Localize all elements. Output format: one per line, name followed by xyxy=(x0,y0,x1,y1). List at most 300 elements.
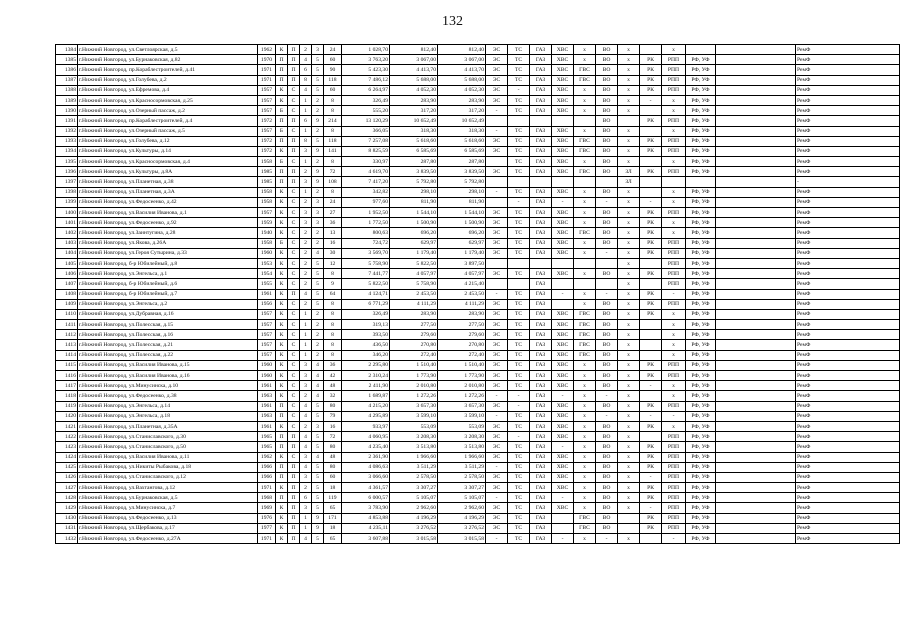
cell-windows xyxy=(686,45,716,55)
cell-wall-type: К xyxy=(276,371,288,381)
cell-hot-water: ГВС xyxy=(574,523,596,533)
cell-roof-repair: РК xyxy=(640,248,662,258)
table-row xyxy=(56,381,900,391)
cell-garbage-chute: х xyxy=(618,371,640,381)
cell-roof-repair: РК xyxy=(640,65,662,75)
cell-electricity xyxy=(486,258,508,268)
cell-heating: ТС xyxy=(508,187,530,197)
cell-address: г.Нижний Новгород, ул.Дубравная, д.16 xyxy=(78,309,258,319)
cell-wall-type: П xyxy=(276,401,288,411)
cell-roof-repair xyxy=(640,340,662,350)
cell-residential-area: 1 500,90 xyxy=(438,218,486,228)
table-row xyxy=(56,75,900,85)
cell-apartments: 18 xyxy=(324,523,342,533)
cell-hot-water: х xyxy=(574,503,596,513)
cell-living-area: 283,90 xyxy=(390,309,438,319)
cell-residential-area: 553,09 xyxy=(438,421,486,431)
cell-living-area: 4 111,29 xyxy=(390,299,438,309)
cell-windows: РФ, УФ xyxy=(686,483,716,493)
cell-garbage-chute: х xyxy=(618,289,640,299)
cell-entrances: 1 xyxy=(300,126,312,136)
cell-living-area: 3 511,29 xyxy=(390,462,438,472)
cell-heating: ТС xyxy=(508,442,530,452)
cell-reserve xyxy=(716,208,796,218)
cell-cold-water: ХВС xyxy=(552,452,574,462)
cell-repair-fund: РемФ xyxy=(796,401,900,411)
cell-garbage-chute: х xyxy=(618,75,640,85)
cell-residential-area: 5 105,07 xyxy=(438,493,486,503)
cell-repair-fund: РемФ xyxy=(796,371,900,381)
cell-floors: 3 xyxy=(312,208,324,218)
cell-gas: ГАЗ xyxy=(530,187,552,197)
cell-garbage-chute: ЗЛ xyxy=(618,177,640,187)
cell-row-number: 1415 xyxy=(56,360,78,370)
cell-living-area: 3 208,30 xyxy=(390,432,438,442)
cell-heating: ТС xyxy=(508,75,530,85)
cell-address: г.Нижний Новгород, ул.Заинтугина, д.28 xyxy=(78,228,258,238)
cell-total-area: 366,05 xyxy=(342,126,390,136)
cell-facade-repair: РПП xyxy=(662,299,686,309)
cell-cold-water: ХВС xyxy=(552,350,574,360)
cell-address: г.Нижний Новгород, пр.Кораблестроителей, д.41 xyxy=(78,65,258,75)
cell-electricity: ЭС xyxy=(486,472,508,482)
cell-roof-repair xyxy=(640,45,662,55)
cell-garbage-chute: х xyxy=(618,381,640,391)
cell-reserve xyxy=(716,493,796,503)
cell-apartments: 80 xyxy=(324,442,342,452)
cell-heating: ТС xyxy=(508,45,530,55)
cell-sewerage: ВО xyxy=(596,228,618,238)
cell-living-area: 318,30 xyxy=(390,126,438,136)
cell-windows: РФ, УФ xyxy=(686,360,716,370)
cell-repair-fund: РемФ xyxy=(796,452,900,462)
cell-address: г.Нижний Новгород, ул.Федосеенко, д.13 xyxy=(78,513,258,523)
table-row xyxy=(56,299,900,309)
cell-floors: 3 xyxy=(312,218,324,228)
cell-apartments: 65 xyxy=(324,503,342,513)
cell-facade-repair: РПП xyxy=(662,116,686,126)
cell-gas: ГАЗ xyxy=(530,401,552,411)
cell-cold-water: ХВС xyxy=(552,167,574,177)
cell-sewerage: ВО xyxy=(596,238,618,248)
cell-year: 1957 xyxy=(258,95,276,105)
cell-heating: ТС xyxy=(508,513,530,523)
cell-cold-water: - xyxy=(552,197,574,207)
cell-living-area: 5 792,80 xyxy=(390,177,438,187)
cell-repair-fund: РемФ xyxy=(796,55,900,65)
cell-roof-repair xyxy=(640,177,662,187)
cell-apartments: 60 xyxy=(324,55,342,65)
cell-facade-repair: - xyxy=(662,534,686,544)
cell-wall-type: Б xyxy=(276,126,288,136)
cell-cold-water: ХВС xyxy=(552,462,574,472)
table-row xyxy=(56,523,900,533)
cell-total-area: 800,63 xyxy=(342,228,390,238)
cell-entrances: 2 xyxy=(300,228,312,238)
cell-hot-water: ГВС xyxy=(574,65,596,75)
cell-living-area: 1 179,40 xyxy=(390,248,438,258)
cell-windows: РФ, УФ xyxy=(686,95,716,105)
cell-address: г.Нижний Новгород, ул.Энгельса, д.14 xyxy=(78,401,258,411)
cell-wall-type: К xyxy=(276,513,288,523)
cell-row-number: 1390 xyxy=(56,106,78,116)
cell-address: г.Нижний Новгород, ул.Голубева, д.2 xyxy=(78,75,258,85)
table-row xyxy=(56,177,900,187)
cell-year: 1965 xyxy=(258,442,276,452)
cell-electricity: ЭС xyxy=(486,350,508,360)
cell-facade-repair: РПП xyxy=(662,523,686,533)
cell-hot-water: х xyxy=(574,442,596,452)
cell-apartments: 72 xyxy=(324,432,342,442)
cell-roof-repair xyxy=(640,126,662,136)
cell-windows: РФ, УФ xyxy=(686,208,716,218)
cell-address: г.Нижний Новгород, б-р Юбилейный, д.8 xyxy=(78,258,258,268)
cell-row-number: 1387 xyxy=(56,75,78,85)
cell-total-area: 4 124,71 xyxy=(342,289,390,299)
cell-cold-water xyxy=(552,513,574,523)
cell-electricity xyxy=(486,197,508,207)
cell-roof-repair xyxy=(640,391,662,401)
cell-entrances: 2 xyxy=(300,391,312,401)
cell-residential-area: 272,40 xyxy=(438,350,486,360)
cell-sewerage: ВО xyxy=(596,116,618,126)
cell-heating: ТС xyxy=(508,320,530,330)
table-row xyxy=(56,197,900,207)
cell-series: С xyxy=(288,248,300,258)
cell-apartments: 108 xyxy=(324,177,342,187)
cell-electricity xyxy=(486,177,508,187)
cell-residential-area: 811,90 xyxy=(438,197,486,207)
cell-heating: ТС xyxy=(508,289,530,299)
cell-repair-fund: РемФ xyxy=(796,238,900,248)
cell-electricity: ЭС xyxy=(486,432,508,442)
cell-floors: 5 xyxy=(312,442,324,452)
cell-floors: 5 xyxy=(312,136,324,146)
cell-address: г.Нижний Новгород, ул.Голубева, д.12 xyxy=(78,136,258,146)
cell-cold-water: ХВС xyxy=(552,157,574,167)
cell-living-area: 317,20 xyxy=(390,106,438,116)
cell-cold-water: ХВС xyxy=(552,228,574,238)
cell-hot-water: х xyxy=(574,157,596,167)
cell-reserve xyxy=(716,350,796,360)
cell-wall-type: Б xyxy=(276,106,288,116)
cell-total-area: 393,50 xyxy=(342,330,390,340)
cell-total-area: 4 361,57 xyxy=(342,483,390,493)
cell-windows: РФ, УФ xyxy=(686,309,716,319)
cell-sewerage: - xyxy=(596,534,618,544)
cell-wall-type: П xyxy=(276,65,288,75)
cell-sewerage: ВО xyxy=(596,208,618,218)
cell-total-area: 330,97 xyxy=(342,157,390,167)
cell-roof-repair xyxy=(640,330,662,340)
cell-electricity: - xyxy=(486,493,508,503)
cell-heating: ТС xyxy=(508,136,530,146)
cell-gas: ГАЗ xyxy=(530,411,552,421)
cell-row-number: 1384 xyxy=(56,45,78,55)
cell-hot-water: х xyxy=(574,493,596,503)
cell-facade-repair: х xyxy=(662,157,686,167)
cell-hot-water xyxy=(574,258,596,268)
cell-wall-type: Б xyxy=(276,157,288,167)
cell-entrances: 1 xyxy=(300,95,312,105)
cell-series: С xyxy=(288,208,300,218)
cell-facade-repair: х xyxy=(662,421,686,431)
cell-series: П xyxy=(288,146,300,156)
cell-year: 1957 xyxy=(258,208,276,218)
cell-series: П xyxy=(288,289,300,299)
cell-row-number: 1414 xyxy=(56,350,78,360)
cell-repair-fund: РемФ xyxy=(796,523,900,533)
cell-facade-repair: РПП xyxy=(662,513,686,523)
cell-year: 1985 xyxy=(258,167,276,177)
cell-entrances: 3 xyxy=(300,371,312,381)
cell-series: С xyxy=(288,269,300,279)
cell-garbage-chute: х xyxy=(618,360,640,370)
cell-hot-water: ГВС xyxy=(574,228,596,238)
cell-wall-type: П xyxy=(276,493,288,503)
cell-total-area: 933,97 xyxy=(342,421,390,431)
cell-heating: - xyxy=(508,197,530,207)
table-row xyxy=(56,503,900,513)
cell-floors: 9 xyxy=(312,177,324,187)
cell-series: С xyxy=(288,330,300,340)
cell-garbage-chute: х xyxy=(618,136,640,146)
cell-floors: 5 xyxy=(312,299,324,309)
cell-reserve xyxy=(716,85,796,95)
cell-address: г.Нижний Новгород, ул.Красносормовская, д.4 xyxy=(78,157,258,167)
cell-total-area: 4 235,11 xyxy=(342,523,390,533)
cell-windows: РФ, УФ xyxy=(686,411,716,421)
cell-roof-repair: РК xyxy=(640,513,662,523)
cell-row-number: 1397 xyxy=(56,177,78,187)
cell-entrances: 8 xyxy=(300,75,312,85)
cell-garbage-chute xyxy=(618,523,640,533)
cell-reserve xyxy=(716,523,796,533)
cell-hot-water xyxy=(574,279,596,289)
cell-hot-water: х xyxy=(574,187,596,197)
cell-row-number: 1428 xyxy=(56,493,78,503)
cell-entrances: 1 xyxy=(300,350,312,360)
cell-gas: ГАЗ xyxy=(530,340,552,350)
cell-cold-water: ХВС xyxy=(552,472,574,482)
cell-apartments: 72 xyxy=(324,167,342,177)
cell-year: 1966 xyxy=(258,472,276,482)
cell-hot-water: х xyxy=(574,299,596,309)
table-row xyxy=(56,493,900,503)
table-row xyxy=(56,95,900,105)
cell-sewerage: ВО xyxy=(596,523,618,533)
cell-apartments: 13 xyxy=(324,228,342,238)
cell-total-area: 4 086,63 xyxy=(342,462,390,472)
cell-cold-water: ХВС xyxy=(552,330,574,340)
cell-hot-water: х xyxy=(574,401,596,411)
cell-living-area: 812,40 xyxy=(390,45,438,55)
cell-residential-area: 6 585,69 xyxy=(438,146,486,156)
cell-row-number: 1423 xyxy=(56,442,78,452)
cell-floors: 5 xyxy=(312,65,324,75)
cell-facade-repair: х xyxy=(662,95,686,105)
cell-heating: ТС xyxy=(508,238,530,248)
cell-windows: РФ, УФ xyxy=(686,493,716,503)
cell-heating: ТС xyxy=(508,95,530,105)
cell-total-area: 7 441,77 xyxy=(342,269,390,279)
cell-total-area: 326,49 xyxy=(342,95,390,105)
table-row xyxy=(56,218,900,228)
cell-series: С xyxy=(288,258,300,268)
cell-garbage-chute: х xyxy=(618,55,640,65)
cell-hot-water: х xyxy=(574,95,596,105)
cell-roof-repair: РК xyxy=(640,85,662,95)
cell-floors: 5 xyxy=(312,503,324,513)
cell-floors: 5 xyxy=(312,75,324,85)
table-row xyxy=(56,340,900,350)
cell-entrances: 4 xyxy=(300,534,312,544)
cell-series: С xyxy=(288,85,300,95)
cell-series: С xyxy=(288,309,300,319)
cell-roof-repair: РК xyxy=(640,309,662,319)
cell-sewerage: - xyxy=(596,197,618,207)
cell-year: 1959 xyxy=(258,218,276,228)
cell-floors: 5 xyxy=(312,55,324,65)
cell-entrances: 3 xyxy=(300,360,312,370)
cell-cold-water: ХВС xyxy=(552,45,574,55)
cell-entrances: 3 xyxy=(300,503,312,513)
cell-gas: ГАЗ xyxy=(530,432,552,442)
cell-sewerage: ВО xyxy=(596,299,618,309)
cell-heating xyxy=(508,258,530,268)
cell-repair-fund: РемФ xyxy=(796,106,900,116)
cell-facade-repair: РПП xyxy=(662,55,686,65)
cell-heating: ТС xyxy=(508,360,530,370)
cell-residential-area: 317,20 xyxy=(438,106,486,116)
table-row xyxy=(56,534,900,544)
table-row xyxy=(56,258,900,268)
cell-sewerage: ВО xyxy=(596,218,618,228)
table-row xyxy=(56,442,900,452)
cell-total-area: 5 758,90 xyxy=(342,258,390,268)
cell-heating xyxy=(508,279,530,289)
cell-sewerage: ВО xyxy=(596,360,618,370)
cell-series: С xyxy=(288,401,300,411)
cell-living-area: 5 758,90 xyxy=(390,279,438,289)
cell-electricity: - xyxy=(486,106,508,116)
cell-entrances: 4 xyxy=(300,289,312,299)
cell-year: 1970 xyxy=(258,55,276,65)
table-row xyxy=(56,208,900,218)
cell-floors: 2 xyxy=(312,106,324,116)
cell-roof-repair xyxy=(640,534,662,544)
cell-reserve xyxy=(716,330,796,340)
cell-roof-repair: РК xyxy=(640,523,662,533)
cell-garbage-chute: х xyxy=(618,411,640,421)
cell-row-number: 1420 xyxy=(56,411,78,421)
cell-sewerage: ВО xyxy=(596,106,618,116)
cell-living-area: 3 513,80 xyxy=(390,442,438,452)
cell-entrances: 2 xyxy=(300,238,312,248)
cell-reserve xyxy=(716,238,796,248)
cell-windows: РФ, УФ xyxy=(686,187,716,197)
cell-row-number: 1432 xyxy=(56,534,78,544)
cell-residential-area: 3 839,50 xyxy=(438,167,486,177)
cell-gas: ГАЗ xyxy=(530,85,552,95)
cell-total-area: 977,60 xyxy=(342,197,390,207)
cell-address: г.Нижний Новгород, пр.Кораблестроителей, д.4 xyxy=(78,116,258,126)
cell-row-number: 1412 xyxy=(56,330,78,340)
cell-facade-repair: РПП xyxy=(662,65,686,75)
cell-residential-area: 283,90 xyxy=(438,309,486,319)
cell-hot-water: х xyxy=(574,462,596,472)
cell-windows: РФ, УФ xyxy=(686,126,716,136)
cell-total-area: 6 000,57 xyxy=(342,493,390,503)
cell-total-area: 5 822,50 xyxy=(342,279,390,289)
cell-apartments: 48 xyxy=(324,381,342,391)
cell-living-area: 283,90 xyxy=(390,95,438,105)
cell-hot-water: ГВС xyxy=(574,146,596,156)
cell-year: 1960 xyxy=(258,248,276,258)
cell-row-number: 1411 xyxy=(56,320,78,330)
cell-gas: ГАЗ xyxy=(530,157,552,167)
cell-row-number: 1417 xyxy=(56,381,78,391)
cell-reserve xyxy=(716,106,796,116)
cell-hot-water: х xyxy=(574,208,596,218)
cell-gas: ГАЗ xyxy=(530,136,552,146)
cell-wall-type: П xyxy=(276,432,288,442)
cell-electricity: ЭС xyxy=(486,167,508,177)
cell-repair-fund: РемФ xyxy=(796,309,900,319)
cell-facade-repair: х xyxy=(662,45,686,55)
cell-sewerage: ВО xyxy=(596,483,618,493)
cell-windows: РФ, УФ xyxy=(686,146,716,156)
cell-series: П xyxy=(288,523,300,533)
cell-series: П xyxy=(288,442,300,452)
cell-total-area: 4 215,20 xyxy=(342,401,390,411)
cell-repair-fund: РемФ xyxy=(796,381,900,391)
cell-living-area: 1 510,40 xyxy=(390,360,438,370)
cell-repair-fund: РемФ xyxy=(796,197,900,207)
cell-gas: ГАЗ xyxy=(530,269,552,279)
cell-reserve xyxy=(716,258,796,268)
cell-cold-water: ХВС xyxy=(552,187,574,197)
cell-residential-area: 3 657,30 xyxy=(438,401,486,411)
cell-electricity: ЭС xyxy=(486,320,508,330)
cell-repair-fund: РемФ xyxy=(796,208,900,218)
cell-wall-type: П xyxy=(276,167,288,177)
cell-apartments: 141 xyxy=(324,146,342,156)
cell-roof-repair xyxy=(640,157,662,167)
cell-hot-water: ГВС xyxy=(574,350,596,360)
cell-floors: 5 xyxy=(312,462,324,472)
cell-facade-repair: - xyxy=(662,411,686,421)
cell-repair-fund: РемФ xyxy=(796,167,900,177)
cell-garbage-chute: х xyxy=(618,258,640,268)
cell-reserve xyxy=(716,391,796,401)
cell-hot-water: х xyxy=(574,197,596,207)
cell-hot-water: ГВС xyxy=(574,167,596,177)
cell-living-area: 279,60 xyxy=(390,330,438,340)
cell-living-area: 696,20 xyxy=(390,228,438,238)
cell-facade-repair: РПП xyxy=(662,136,686,146)
cell-wall-type: К xyxy=(276,503,288,513)
cell-total-area: 13 120,29 xyxy=(342,116,390,126)
cell-roof-repair: РК xyxy=(640,483,662,493)
cell-address: г.Нижний Новгород, ул.Ефремова, д.4 xyxy=(78,85,258,95)
cell-row-number: 1395 xyxy=(56,157,78,167)
cell-total-area: 2 310,24 xyxy=(342,371,390,381)
cell-series: П xyxy=(288,116,300,126)
cell-entrances: 1 xyxy=(300,330,312,340)
cell-apartments: 80 xyxy=(324,401,342,411)
table-row xyxy=(56,106,900,116)
